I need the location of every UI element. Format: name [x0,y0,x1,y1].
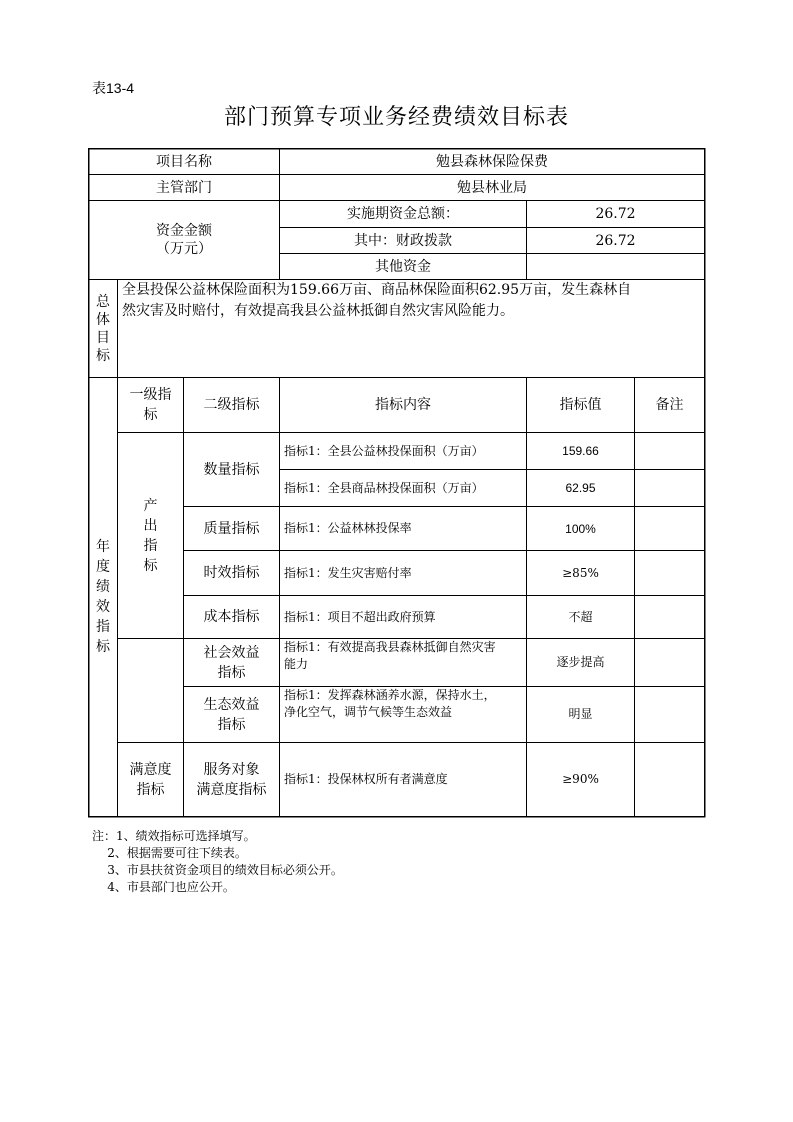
header-level1 [118,378,183,432]
annual-label-char: 度 [96,559,110,575]
funds-fiscal-value: 26.72 [595,232,636,249]
social-benefit-label [184,639,279,686]
eco-label-line2: 指标 [217,716,246,733]
header-value: 指标值 [559,397,602,413]
cost-row-remark [635,596,704,638]
footnote: 注：1、绩效指标可选择填写。 [92,829,256,843]
funds-total-value: 26.72 [595,206,636,222]
timeliness-row-content: 指标1：发生灾害赔付率 [284,565,412,580]
eco-row-value: 明显 [568,707,593,721]
funds-total-label: 实施期资金总额： [347,206,459,222]
annual-indicators-label [89,378,117,816]
funds-label [89,201,279,279]
annual-label-char: 标 [96,639,110,655]
quantity-row-2-remark [635,470,704,506]
annual-label-char: 效 [96,599,110,615]
quality-row-value: 100% [565,521,596,536]
footnotes [92,828,343,896]
quality-row-content: 指标1：公益林林投保率 [284,521,412,535]
service-label-line1: 服务对象 [203,761,260,778]
service-label-line2: 满意度指标 [196,781,267,798]
satisfaction-row-content: 指标1：投保林权所有者满意度 [284,772,448,786]
quantity-row-2-value: 62.95 [565,481,596,495]
social-row-content [280,639,526,686]
footnote: 3、市县扶贫资金项目的绩效目标必须公开。 [92,863,343,877]
social-row-value: 逐步提高 [556,655,605,669]
quantity-row-1-remark [635,433,704,469]
goal-label-char: 标 [96,347,110,364]
header-level2: 二级指标 [203,397,260,413]
annual-label-char: 年 [96,539,110,555]
cost-indicator-label: 成本指标 [203,609,260,625]
overall-goal-text [118,280,704,377]
satisfaction-row-remark [635,743,704,816]
footnote: 4、市县部门也应公开。 [92,880,235,894]
funds-other-label: 其他资金 [375,258,431,275]
social-row-remark [635,639,704,686]
cost-row-content: 指标1：项目不超出政府预算 [284,609,436,624]
output-label-char: 标 [143,557,158,574]
funds-other-value [527,254,704,279]
eco-label-line1: 生态效益 [203,696,260,713]
goal-label-char: 目 [96,329,110,346]
satisfaction-label-line2: 指标 [136,781,165,798]
table-number: 表13-4 [92,80,135,96]
timeliness-indicator-label: 时效指标 [203,565,260,581]
goal-label-char: 体 [96,311,110,328]
cost-row-value: 不超 [568,609,593,624]
service-satisfaction-label [184,743,279,816]
eco-row-remark [635,687,704,742]
quantity-row-1-value: 159.66 [562,444,599,458]
funds-label-line2: （万元） [156,241,212,257]
output-label-char: 指 [143,537,158,554]
social-label-line1: 社会效益 [203,644,260,661]
quantity-row-1-content: 指标1：全县公益林投保面积（万亩） [284,443,484,458]
header-remark: 备注 [655,397,684,413]
funds-fiscal-label: 其中：财政拨款 [354,232,452,249]
department-label: 主管部门 [156,179,212,196]
department-value: 勉县林业局 [457,179,527,196]
output-indicators-label [118,433,183,638]
quantity-indicator-label: 数量指标 [203,461,260,478]
header-content: 指标内容 [375,397,431,413]
output-label-char: 产 [143,497,158,514]
header-level1-line2: 标 [143,407,158,423]
quantity-row-2-content: 指标1：全县商品林投保面积（万亩） [284,480,484,495]
timeliness-row-value: ≥85% [562,565,599,580]
eco-benefit-label [184,687,279,742]
page-title: 部门预算专项业务经费绩效目标表 [223,105,569,130]
annual-label-char: 绩 [96,579,110,595]
annual-label-char: 指 [96,619,110,635]
funds-label-line1: 资金金额 [156,223,212,239]
social-content-line1: 指标1：有效提高我县森林抵御自然灾害 [284,640,496,654]
social-content-line2: 能力 [284,657,309,671]
eco-content-line2: 净化空气，调节气候等生态效益 [284,705,453,719]
output-label-char: 出 [143,517,158,534]
eco-row-content [280,687,526,742]
satisfaction-label-line1: 满意度 [129,761,172,778]
quality-indicator-label: 质量指标 [203,520,260,537]
footnote: 2、根据需要可往下续表。 [92,846,247,860]
satisfaction-indicators-label [118,743,183,816]
satisfaction-row-value: ≥90% [562,772,599,786]
overall-goal-label [89,280,117,377]
quality-row-remark [635,507,704,550]
goal-text-line1: 全县投保公益林保险面积为159.66万亩、商品林保险面积62.95万亩，发生森林自 [122,282,632,298]
header-level1-line1: 一级指 [129,387,172,403]
goal-label-char: 总 [96,293,110,310]
eco-content-line1: 指标1：发挥森林涵养水源，保持水土， [284,688,496,702]
goal-text-line2: 然灾害及时赔付，有效提高我县公益林抵御自然灾害风险能力。 [122,303,514,319]
project-name-label: 项目名称 [156,153,212,170]
social-label-line2: 指标 [217,664,246,681]
project-name-value: 勉县森林保险保费 [436,153,548,170]
timeliness-row-remark [635,551,704,595]
